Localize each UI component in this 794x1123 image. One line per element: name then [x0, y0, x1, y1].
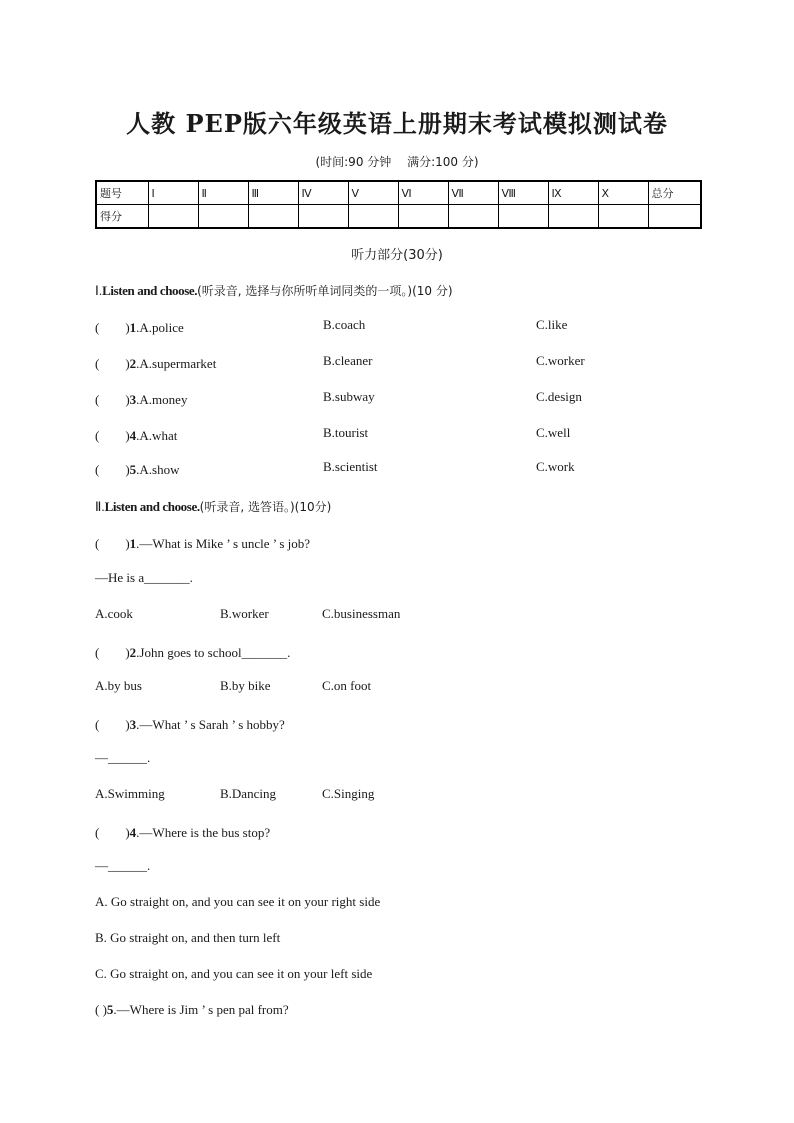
part1-title-cn: (听录音, 选择与你所听单词同类的一项。)(10 分) [197, 284, 453, 298]
option-c: C.work [536, 459, 575, 474]
answer-blank[interactable]: ( ) [95, 428, 130, 443]
score-cell-2: Ⅱ [198, 181, 248, 205]
option-b: B.scientist [323, 459, 378, 474]
answer-blank[interactable]: ( ) [95, 392, 130, 407]
question-text: .John goes to school_______. [136, 645, 291, 660]
score-input[interactable] [598, 205, 648, 229]
question-text: .—Where is the bus stop? [136, 825, 271, 840]
question-1 [95, 533, 310, 552]
item-number: 2 [129, 356, 137, 371]
score-input[interactable] [248, 205, 298, 229]
score-cell-6: Ⅵ [398, 181, 448, 205]
question-number: 1 [129, 536, 137, 551]
option-b: B.subway [323, 389, 375, 404]
score-cell-10: Ⅹ [598, 181, 648, 205]
score-cell-7: Ⅶ [448, 181, 498, 205]
question-3 [95, 714, 285, 733]
item-number: 3 [129, 392, 137, 407]
score-cell-5: Ⅴ [348, 181, 398, 205]
question-2 [95, 642, 290, 661]
question-number: 2 [129, 645, 137, 660]
option-a: .A.money [136, 392, 188, 407]
option-a: A. Go straight on, and you can see it on your right side [95, 894, 381, 909]
part2-heading [95, 498, 331, 515]
score-row-label: 得分 [96, 205, 148, 229]
listening-section-title: 听力部分(30分) [351, 248, 443, 263]
answer-blank[interactable]: ( ) [95, 320, 130, 335]
score-input[interactable] [398, 205, 448, 229]
question-1-answer-line: —He is a_______. [95, 570, 193, 585]
part1-title-en: Listen and choose. [102, 283, 198, 298]
option-a: .A.what [136, 428, 178, 443]
question-4-answer-line: —______. [95, 858, 151, 873]
answer-blank[interactable]: ( ) [95, 645, 130, 660]
option-a: .A.supermarket [136, 356, 217, 371]
option-b: B.coach [323, 317, 366, 332]
answer-blank[interactable]: ( ) [95, 825, 130, 840]
part2-title-en: Listen and choose. [104, 499, 200, 514]
score-cell-1: Ⅰ [148, 181, 198, 205]
option-c: C.design [536, 389, 582, 404]
question-4 [95, 822, 270, 841]
question-5 [95, 1002, 289, 1018]
list-item [95, 389, 187, 408]
score-input[interactable] [298, 205, 348, 229]
score-input[interactable] [648, 205, 701, 229]
list-item [95, 425, 177, 444]
item-number: 1 [129, 320, 137, 335]
page-title: 人教 PEP版六年级英语上册期末考试模拟测试卷 [126, 109, 668, 138]
option-a: A.cook [95, 606, 133, 621]
score-input[interactable] [548, 205, 598, 229]
item-number: 5 [129, 462, 137, 477]
score-cell-9: Ⅸ [548, 181, 598, 205]
score-input[interactable] [348, 205, 398, 229]
part1-heading [95, 282, 453, 299]
option-b: B.by bike [220, 678, 271, 693]
score-cell-4: Ⅳ [298, 181, 348, 205]
question-number: 3 [129, 717, 137, 732]
question-text: .—What ’ s Sarah ’ s hobby? [136, 717, 285, 732]
option-b: B.worker [220, 606, 269, 621]
list-item [95, 317, 184, 336]
option-a: .A.police [136, 320, 184, 335]
exam-info: (时间:90 分钟 满分:100 分) [315, 155, 479, 169]
answer-blank[interactable]: ( ) [95, 462, 130, 477]
score-table-score-row [96, 205, 701, 229]
option-c: C.like [536, 317, 568, 332]
score-input[interactable] [198, 205, 248, 229]
option-c: C.businessman [322, 606, 401, 621]
question-text: .—What is Mike ’ s uncle ’ s job? [136, 536, 311, 551]
option-a: A.Swimming [95, 786, 165, 801]
item-number: 4 [129, 428, 137, 443]
option-a: .A.show [136, 462, 180, 477]
score-table [95, 180, 702, 229]
option-a: A.by bus [95, 678, 142, 693]
option-c: C.on foot [322, 678, 372, 693]
option-c: C. Go straight on, and you can see it on your left side [95, 966, 373, 981]
option-c: C.worker [536, 353, 585, 368]
option-b: B.tourist [323, 425, 369, 440]
part2-title-cn: (听录音, 选答语。)(10分) [199, 500, 332, 514]
score-table-header-row [96, 181, 701, 205]
option-b: B.cleaner [323, 353, 373, 368]
score-input[interactable] [448, 205, 498, 229]
score-input[interactable] [148, 205, 198, 229]
list-item [95, 459, 180, 478]
answer-blank[interactable]: ( ) [95, 717, 130, 732]
score-cell-3: Ⅲ [248, 181, 298, 205]
score-cell-total: 总分 [648, 181, 701, 205]
score-cell-label: 题号 [96, 181, 148, 205]
option-b: B.Dancing [220, 786, 276, 801]
question-3-answer-line: —______. [95, 750, 151, 765]
answer-blank[interactable]: ( ) [95, 536, 130, 551]
question-text: .—Where is Jim ’ s pen pal from? [113, 1002, 289, 1017]
part2-number: Ⅱ. [95, 499, 105, 514]
option-c: C.Singing [322, 786, 375, 801]
option-b: B. Go straight on, and then turn left [95, 930, 281, 945]
answer-blank[interactable]: ( ) [95, 1002, 107, 1017]
answer-blank[interactable]: ( ) [95, 356, 130, 371]
list-item [95, 353, 216, 372]
option-c: C.well [536, 425, 571, 440]
score-cell-8: Ⅷ [498, 181, 548, 205]
score-input[interactable] [498, 205, 548, 229]
question-number: 4 [129, 825, 137, 840]
part1-number: Ⅰ. [95, 283, 103, 298]
question-number: 5 [106, 1002, 114, 1017]
